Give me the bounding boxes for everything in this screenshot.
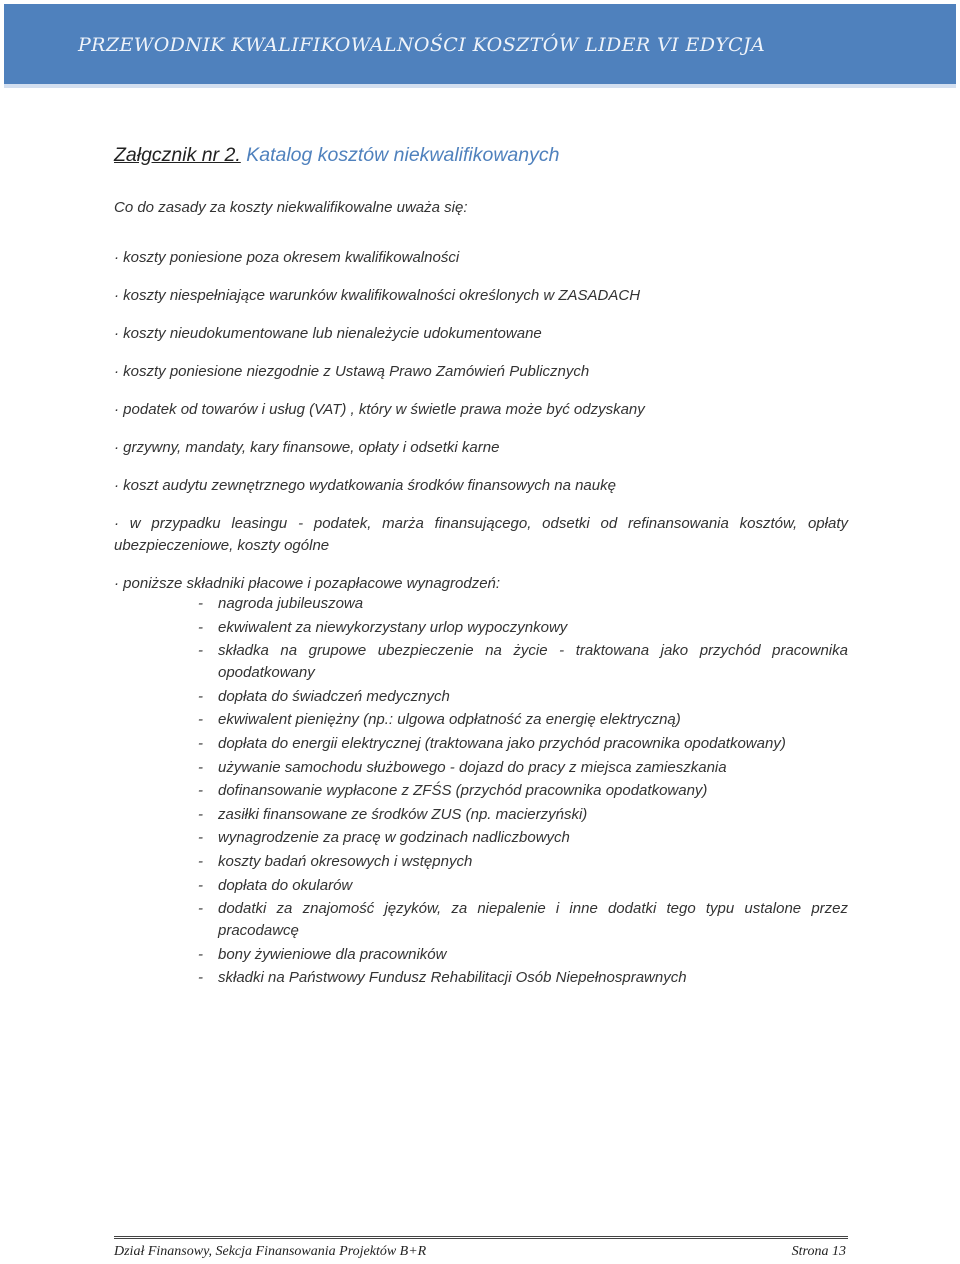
- sublist-item-text: ekwiwalent pieniężny (np.: ulgowa odpłatność za energię elektryczną): [218, 711, 681, 729]
- footer-divider: [114, 1236, 848, 1239]
- intro-text: Co do zasady za koszty niekwalifikowalne uważa się:: [114, 199, 468, 216]
- sublist-item-text: używanie samochodu służbowego - dojazd do pracy z miejsca zamieszkania: [218, 758, 727, 776]
- list-item: · koszty niespełniające warunków kwalifikowalności określonych w ZASADACH: [114, 287, 641, 304]
- sublist-item: [198, 757, 848, 779]
- sublist-item: [198, 827, 848, 849]
- header-title: PRZEWODNIK KWALIFIKOWALNOŚCI KOSZTÓW LIDER VI EDYCJA: [78, 34, 766, 56]
- dash-bullet: -: [198, 900, 203, 918]
- sublist-item-text: dofinansowanie wypłacone z ZFŚS (przychód pracownika opodatkowany): [218, 782, 708, 800]
- dash-bullet: -: [198, 642, 203, 660]
- sublist-item-text: wynagrodzenie za pracę w godzinach nadliczbowych: [218, 829, 570, 847]
- sublist-item-text: dodatki za znajomość języków, za niepalenie i inne dodatki tego typu ustalone przez pracodawcę: [218, 900, 848, 940]
- sublist-item-text: ekwiwalent za niewykorzystany urlop wypoczynkowy: [218, 618, 568, 636]
- sublist-item: [198, 686, 848, 708]
- sublist-item: [198, 617, 848, 639]
- list-item: · koszt audytu zewnętrznego wydatkowania środków finansowych na naukę: [114, 477, 616, 494]
- footer-page-number: Strona 13: [791, 1244, 846, 1259]
- sublist-item-text: zasiłki finansowane ze środków ZUS (np. macierzyński): [218, 805, 588, 823]
- dash-bullet: -: [198, 618, 203, 636]
- title-prefix: Załgcznik nr 2.: [114, 144, 241, 166]
- footer-department: Dział Finansowy, Sekcja Finansowania Projektów B+R: [114, 1244, 427, 1259]
- dash-bullet: -: [198, 782, 203, 800]
- sublist-item-text: dopłata do świadczeń medycznych: [218, 687, 450, 705]
- sublist-item-text: bony żywieniowe dla pracowników: [218, 945, 447, 963]
- sublist-item: [198, 804, 848, 826]
- sublist-item-text: składki na Państwowy Fundusz Rehabilitacji Osób Niepełnosprawnych: [218, 969, 687, 987]
- sublist-item: [198, 851, 848, 873]
- sublist-item: [198, 898, 848, 942]
- dash-bullet: -: [198, 969, 203, 987]
- dash-bullet: -: [198, 595, 203, 612]
- dash-bullet: -: [198, 734, 203, 752]
- dash-bullet: -: [198, 945, 203, 963]
- list-item: · koszty poniesione niezgodnie z Ustawą Prawo Zamówień Publicznych: [114, 363, 590, 380]
- list-item: · podatek od towarów i usług (VAT) , który w świetle prawa może być odzyskany: [114, 401, 645, 418]
- sublist-item: [198, 780, 848, 802]
- sublist-item: [198, 967, 848, 989]
- list-item: · koszty poniesione poza okresem kwalifikowalności: [114, 249, 460, 266]
- dash-bullet: -: [198, 687, 203, 705]
- sublist-item: [198, 733, 848, 755]
- sublist-item: [198, 944, 848, 966]
- list-item: · koszty nieudokumentowane lub nienależycie udokumentowane: [114, 325, 542, 342]
- list-item: · w przypadku leasingu - podatek, marża finansującego, odsetki od refinansowania kosztów, opłaty ubezpieczeniowe, koszty ogólne: [114, 515, 848, 554]
- page-title: [114, 144, 559, 167]
- sublist-item-text: nagroda jubileuszowa: [218, 595, 364, 612]
- sublist-item-text: składka na grupowe ubezpieczenie na życie - traktowana jako przychód pracownika opodatkowany: [218, 642, 848, 682]
- sublist-item-text: koszty badań okresowych i wstępnych: [218, 852, 473, 870]
- dash-bullet: -: [198, 805, 203, 823]
- cost-list: [114, 247, 848, 611]
- title-main: Katalog kosztów niekwalifikowanych: [246, 144, 560, 166]
- list-item: · poniższe składniki płacowe i pozapłacowe wynagrodzeń:: [114, 575, 501, 592]
- sublist-item-text: dopłata do energii elektrycznej (traktowana jako przychód pracownika opodatkowany): [218, 734, 786, 752]
- list-item: · grzywny, mandaty, kary finansowe, opłaty i odsetki karne: [114, 439, 500, 456]
- dash-bullet: -: [198, 876, 203, 894]
- payroll-sublist: [198, 593, 848, 991]
- sublist-item: [198, 875, 848, 897]
- dash-bullet: -: [198, 829, 203, 847]
- sublist-item: [198, 640, 848, 684]
- dash-bullet: -: [198, 758, 203, 776]
- sublist-item-text: dopłata do okularów: [218, 876, 353, 894]
- dash-bullet: -: [198, 852, 203, 870]
- sublist-item: [198, 593, 848, 615]
- dash-bullet: -: [198, 711, 203, 729]
- header-banner: [4, 4, 956, 88]
- sublist-item: [198, 709, 848, 731]
